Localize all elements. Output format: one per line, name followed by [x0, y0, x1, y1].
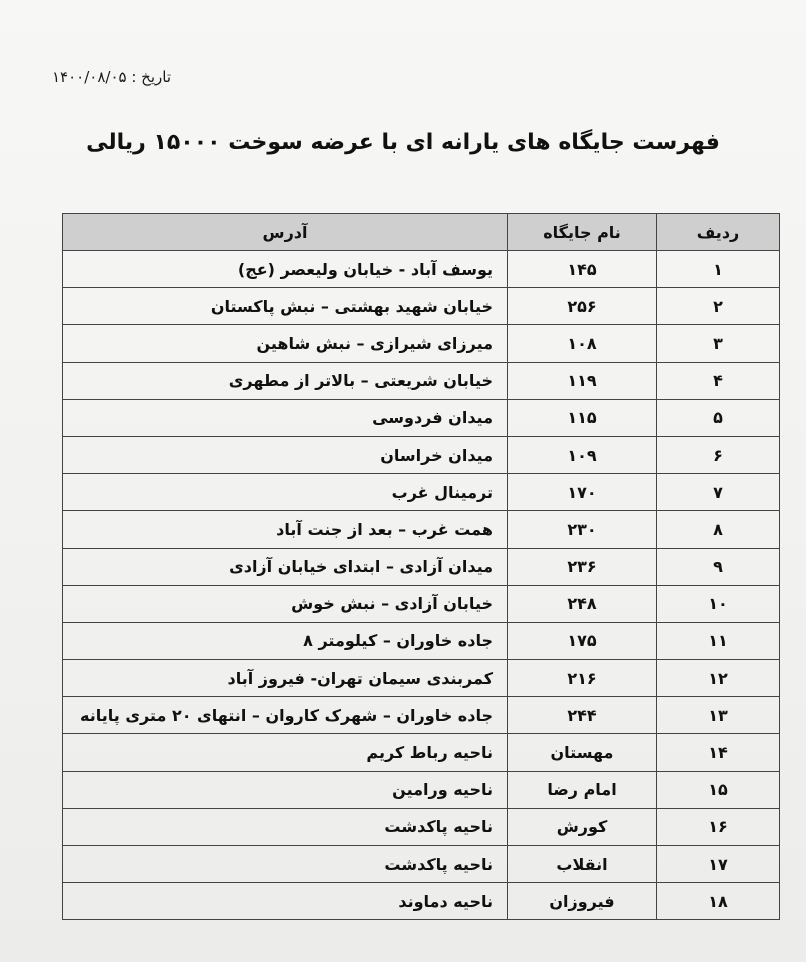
table-row: [63, 362, 780, 399]
header-address: آدرس: [63, 214, 508, 251]
cell-row-number: ۱۱: [657, 622, 780, 659]
cell-row-number: ۱۶: [657, 808, 780, 845]
cell-row-number: ۶: [657, 436, 780, 473]
cell-address: ناحیه پاکدشت: [63, 846, 508, 883]
cell-row-number: ۱۲: [657, 660, 780, 697]
cell-station-name: ۱۰۹: [508, 436, 657, 473]
stations-table: [62, 213, 780, 920]
cell-station-name: کورش: [508, 808, 657, 845]
table-row: [63, 622, 780, 659]
header-row-number: ردیف: [657, 214, 780, 251]
table-row: [63, 474, 780, 511]
cell-station-name: ۲۳۰: [508, 511, 657, 548]
cell-row-number: ۷: [657, 474, 780, 511]
cell-station-name: ۱۰۸: [508, 325, 657, 362]
document-date: تاریخ : ۱۴۰۰/۰۸/۰۵: [52, 68, 171, 86]
cell-row-number: ۵: [657, 399, 780, 436]
cell-address: میدان آزادی – ابتدای خیابان آزادی: [63, 548, 508, 585]
cell-row-number: ۹: [657, 548, 780, 585]
cell-address: میدان فردوسی: [63, 399, 508, 436]
cell-address: همت غرب – بعد از جنت آباد: [63, 511, 508, 548]
table-row: [63, 697, 780, 734]
table-row: [63, 585, 780, 622]
cell-station-name: ۱۷۰: [508, 474, 657, 511]
cell-row-number: ۱۵: [657, 771, 780, 808]
cell-address: جاده خاوران – کیلومتر ۸: [63, 622, 508, 659]
cell-station-name: ۲۳۶: [508, 548, 657, 585]
cell-address: خیابان شریعتی – بالاتر از مطهری: [63, 362, 508, 399]
cell-row-number: ۱: [657, 251, 780, 288]
cell-address: میرزای شیرازی – نبش شاهین: [63, 325, 508, 362]
cell-station-name: ۲۱۶: [508, 660, 657, 697]
cell-station-name: انقلاب: [508, 846, 657, 883]
cell-station-name: ۲۵۶: [508, 288, 657, 325]
cell-station-name: ۲۴۸: [508, 585, 657, 622]
cell-row-number: ۸: [657, 511, 780, 548]
cell-address: ناحیه دماوند: [63, 883, 508, 920]
table-row: [63, 846, 780, 883]
cell-row-number: ۱۴: [657, 734, 780, 771]
table-row: [63, 771, 780, 808]
cell-row-number: ۱۷: [657, 846, 780, 883]
cell-station-name: ۱۱۵: [508, 399, 657, 436]
cell-station-name: امام رضا: [508, 771, 657, 808]
cell-address: ناحیه پاکدشت: [63, 808, 508, 845]
cell-address: خیابان آزادی – نبش خوش: [63, 585, 508, 622]
cell-row-number: ۳: [657, 325, 780, 362]
table-header-row: [63, 214, 780, 251]
table-row: [63, 511, 780, 548]
cell-address: یوسف آباد - خیابان ولیعصر (عج): [63, 251, 508, 288]
cell-address: ناحیه ورامین: [63, 771, 508, 808]
cell-station-name: ۲۴۴: [508, 697, 657, 734]
cell-address: جاده خاوران – شهرک کاروان – انتهای ۲۰ متری پایانه: [63, 697, 508, 734]
cell-station-name: فیروزان: [508, 883, 657, 920]
table-row: [63, 288, 780, 325]
table-row: [63, 660, 780, 697]
cell-row-number: ۱۰: [657, 585, 780, 622]
document-title: فهرست جایگاه های یارانه ای با عرضه سوخت ۱۵۰۰۰ ریالی: [86, 130, 720, 155]
cell-address: ناحیه رباط کریم: [63, 734, 508, 771]
cell-address: کمربندی سیمان تهران- فیروز آباد: [63, 660, 508, 697]
table-row: [63, 325, 780, 362]
cell-station-name: مهستان: [508, 734, 657, 771]
header-station-name: نام جایگاه: [508, 214, 657, 251]
table-row: [63, 548, 780, 585]
cell-row-number: ۱۸: [657, 883, 780, 920]
table-row: [63, 436, 780, 473]
table-row: [63, 808, 780, 845]
cell-address: میدان خراسان: [63, 436, 508, 473]
cell-row-number: ۲: [657, 288, 780, 325]
cell-address: ترمینال غرب: [63, 474, 508, 511]
cell-row-number: ۱۳: [657, 697, 780, 734]
cell-row-number: ۴: [657, 362, 780, 399]
table-row: [63, 883, 780, 920]
cell-station-name: ۱۷۵: [508, 622, 657, 659]
cell-station-name: ۱۱۹: [508, 362, 657, 399]
cell-address: خیابان شهید بهشتی – نبش پاکستان: [63, 288, 508, 325]
table-row: [63, 251, 780, 288]
table-row: [63, 734, 780, 771]
table-row: [63, 399, 780, 436]
cell-station-name: ۱۴۵: [508, 251, 657, 288]
